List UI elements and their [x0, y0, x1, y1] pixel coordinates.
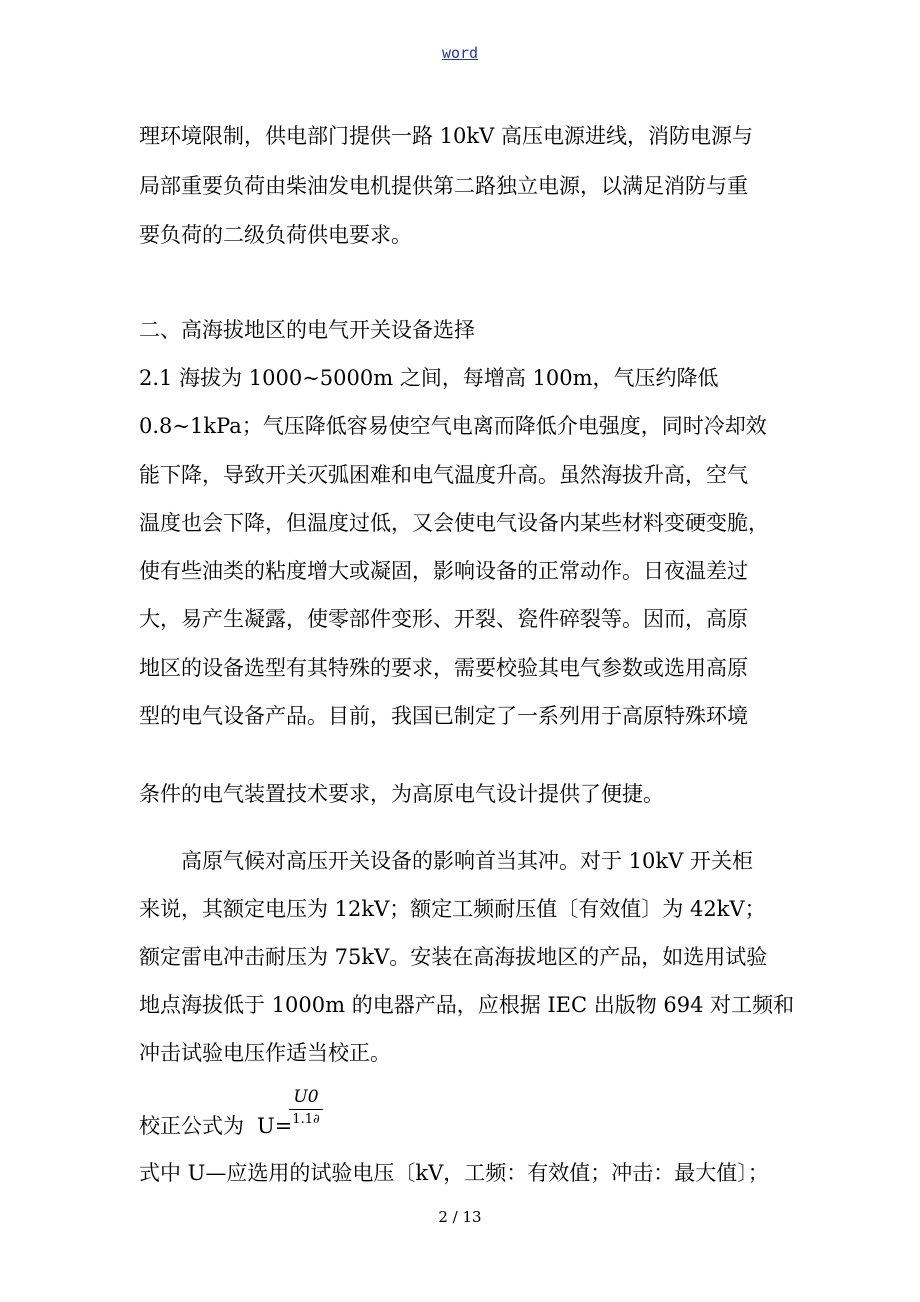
body-line: 式中 U—应选用的试验电压〔kV，工频：有效值；冲击：最大值〕；: [139, 1161, 769, 1185]
body-line: 额定雷电冲击耐压为 75kV。安装在高海拔地区的产品，如选用试验: [139, 945, 768, 969]
formula-fraction: [289, 1086, 323, 1128]
body-line: 能下降，导致开关灭弧困难和电气温度升高。虽然海拔升高，空气: [139, 463, 748, 487]
body-line: 局部重要负荷由柴油发电机提供第二路独立电源，以满足消防与重: [139, 174, 748, 198]
body-line: 0.8~1kPa；气压降低容易使空气电离而降低介电强度，同时冷却效: [139, 414, 767, 438]
page-number: 2 / 13: [438, 1208, 482, 1226]
fraction-bar: [289, 1109, 323, 1110]
body-line: 地点海拔低于 1000m 的电器产品，应根据 IEC 出版物 694 对工频和: [139, 993, 795, 1017]
body-line: 条件的电气装置技术要求，为高原电气设计提供了便捷。: [139, 782, 664, 806]
body-line: 冲击试验电压作适当校正。: [139, 1041, 391, 1065]
body-line: 型的电气设备产品。目前，我国已制定了一系列用于高原特殊环境: [139, 704, 748, 728]
body-line: 要负荷的二级负荷供电要求。: [139, 223, 412, 247]
formula-numerator: U0: [293, 1087, 319, 1107]
body-line: 温度也会下降，但温度过低，又会使电气设备内某些材料变硬变脆，: [139, 511, 769, 535]
header-word-link[interactable]: word: [441, 44, 479, 62]
body-line: 理环境限制，供电部门提供一路 10kV 高压电源进线，消防电源与: [139, 124, 753, 148]
body-line: 地区的设备选型有其特殊的要求，需要校验其电气参数或选用高原: [139, 656, 748, 680]
body-line: 大，易产生凝露，使零部件变形、开裂、瓷件碎裂等。因而，高原: [139, 607, 748, 631]
body-line: 2.1 海拔为 1000~5000m 之间，每增高 100m，气压约降低: [139, 366, 719, 390]
body-line: 来说，其额定电压为 12kV；额定工频耐压值〔有效值〕为 42kV；: [139, 897, 766, 921]
formula-denominator: 1.1∂: [292, 1112, 320, 1127]
formula-label: 校正公式为: [139, 1114, 244, 1138]
body-line: 高原气候对高压开关设备的影响首当其冲。对于 10kV 开关柜: [181, 849, 753, 873]
formula-lhs: U=: [257, 1114, 293, 1138]
correction-formula: [257, 1086, 325, 1140]
body-line: 使有些油类的粘度增大或凝固，影响设备的正常动作。日夜温差过: [139, 559, 748, 583]
section-heading: 二、高海拔地区的电气开关设备选择: [139, 318, 475, 342]
